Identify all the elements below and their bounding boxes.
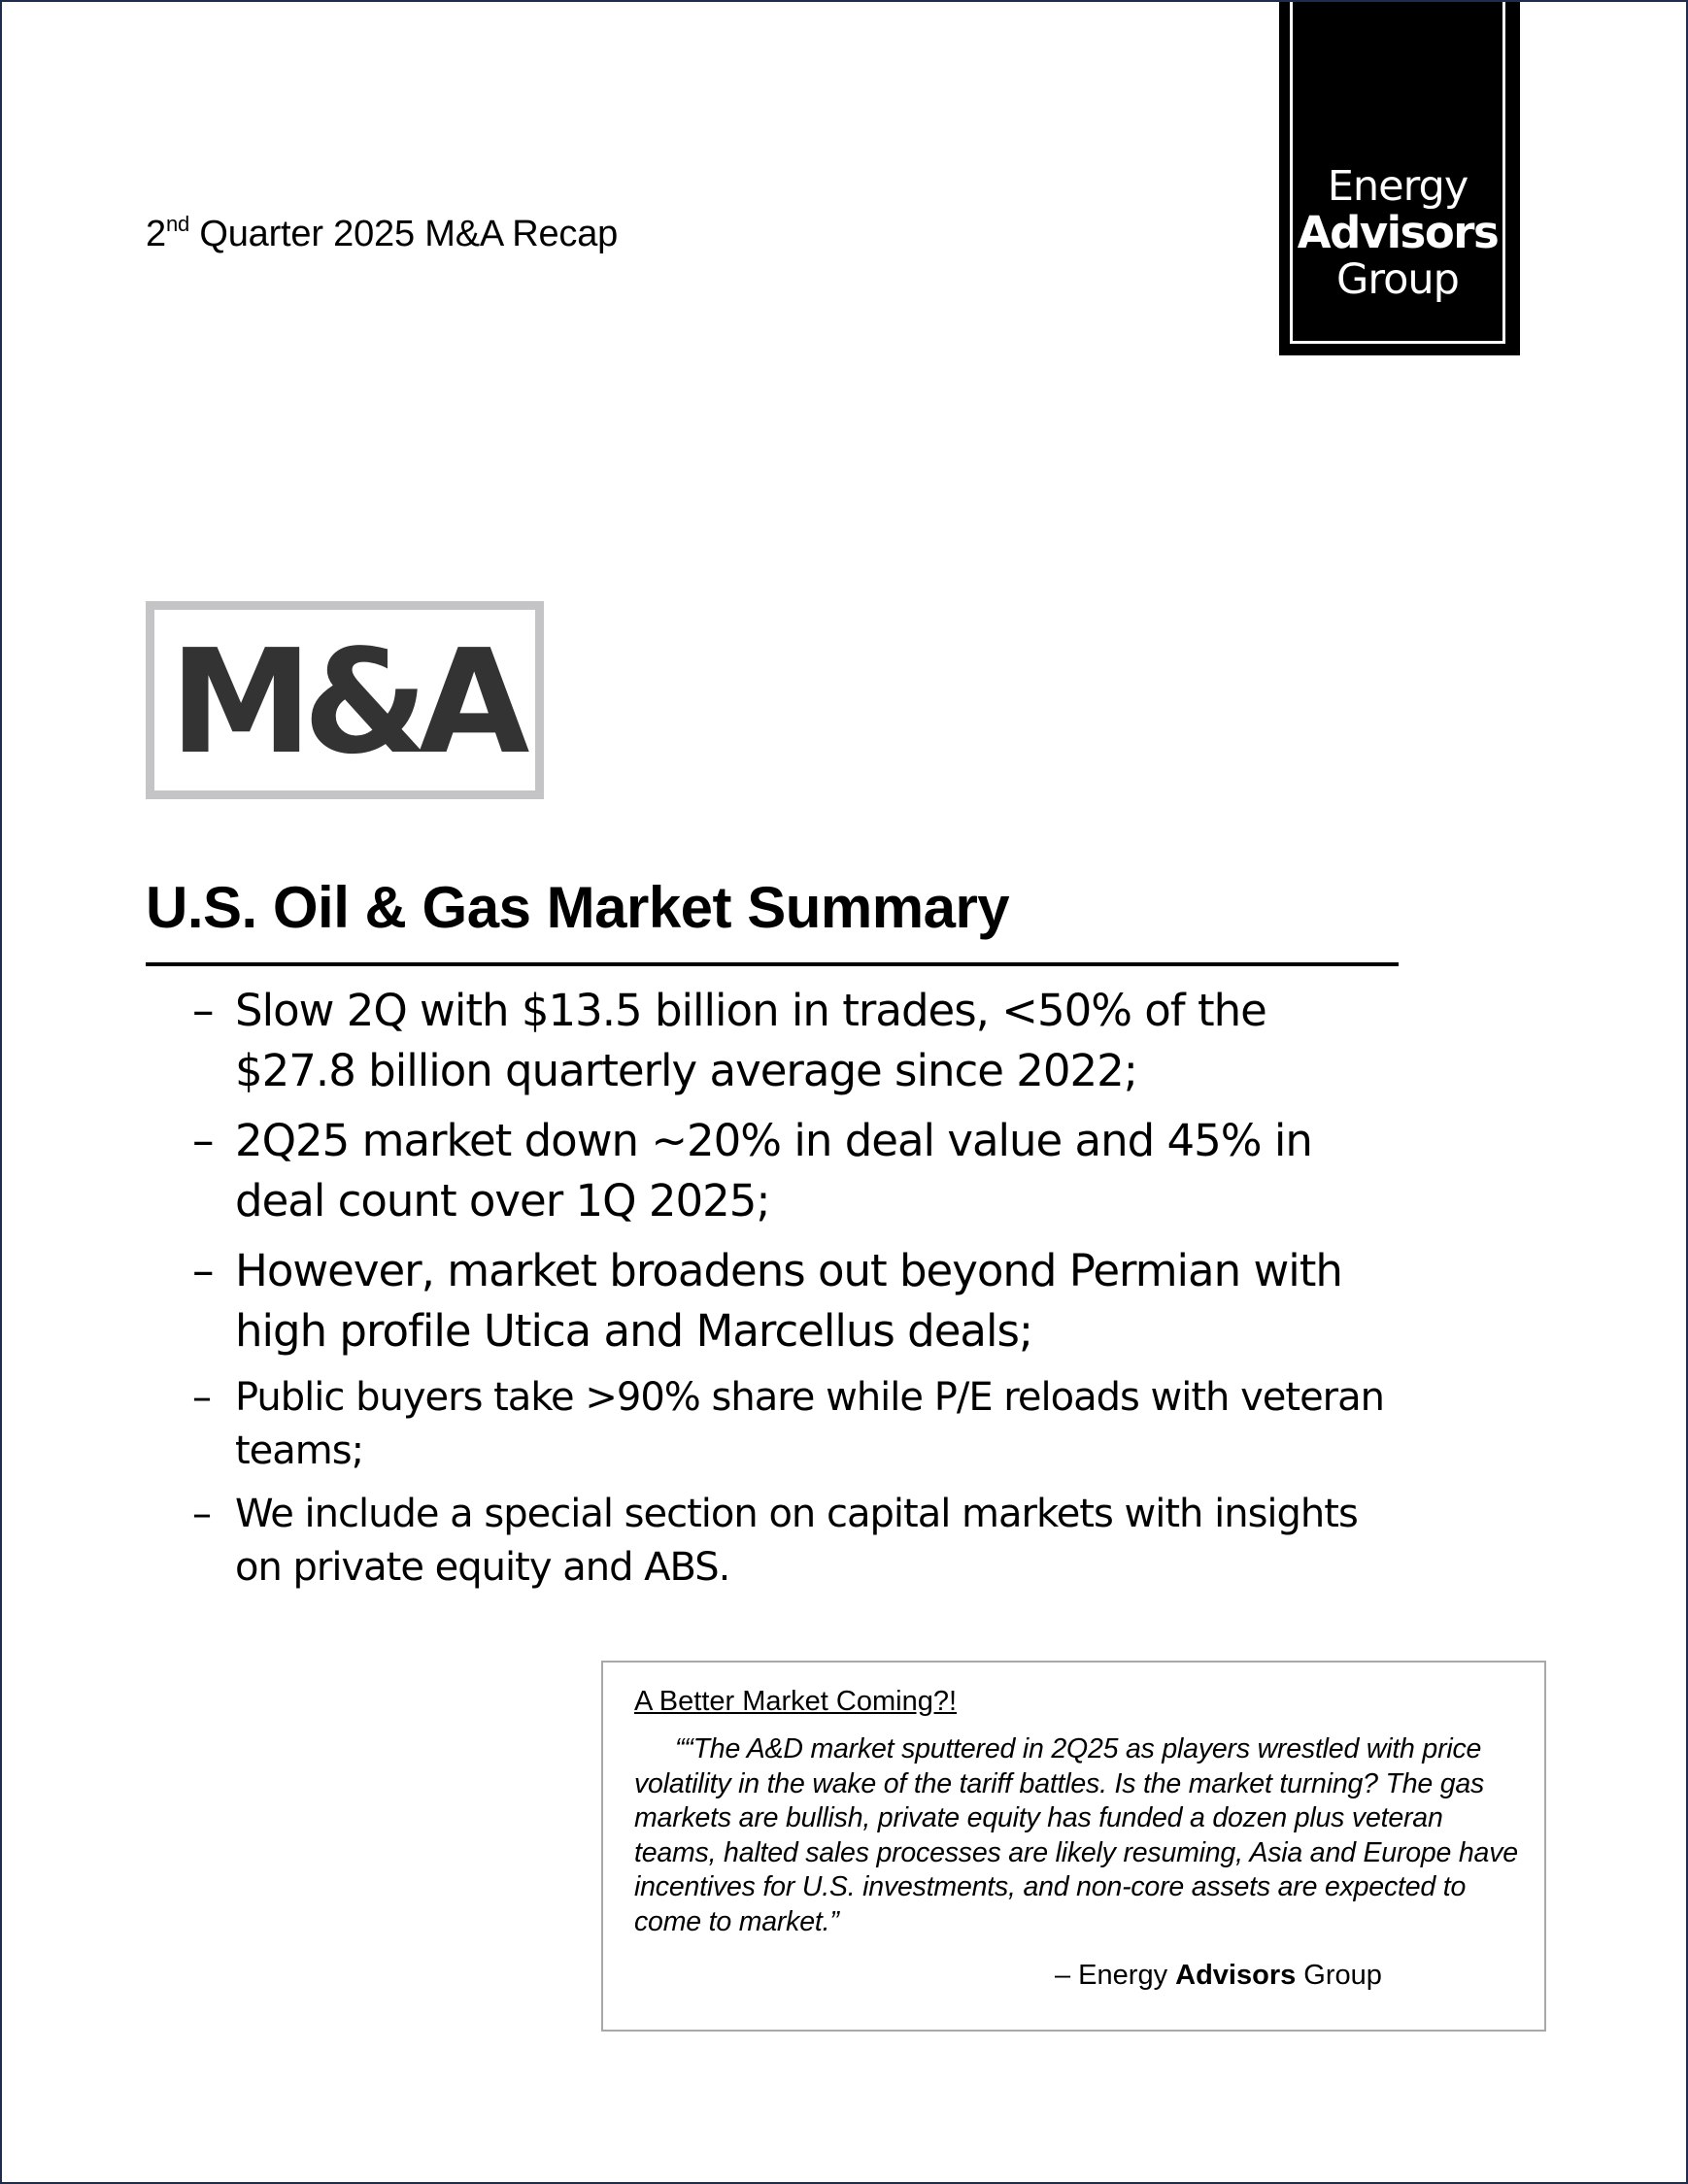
summary-bullet-list [192, 981, 1397, 1604]
ma-badge [146, 601, 544, 799]
quote-attribution [1055, 1960, 1382, 1992]
title-divider [146, 962, 1399, 966]
bullet-dash: – [192, 1375, 211, 1420]
summary-title: U.S. Oil & Gas Market Summary [146, 875, 1010, 940]
bullet-text: We include a special section on capital markets with insights on private equity and ABS. [235, 1492, 1358, 1590]
logo-frame [1290, 2, 1505, 344]
bullet-text: However, market broadens out beyond Permian with high profile Utica and Marcellus deals; [235, 1245, 1342, 1357]
ma-badge-text: M&A [169, 619, 521, 786]
bullet-text: 2Q25 market down ~20% in deal value and 45% in deal count over 1Q 2025; [235, 1115, 1312, 1226]
bullet-item [192, 1371, 1397, 1478]
bullet-text: Public buyers take >90% share while P/E reloads with veteran teams; [235, 1375, 1384, 1473]
quarter-number: 2 [146, 214, 166, 254]
bullet-dash: – [192, 1492, 211, 1536]
bullet-item [192, 1111, 1397, 1231]
quote-heading: A Better Market Coming?! [634, 1686, 958, 1717]
bullet-dash: – [192, 1245, 214, 1296]
attribution-bold: Advisors [1175, 1960, 1297, 1991]
logo-line-advisors: Advisors [1297, 207, 1499, 258]
quote-body: ““The A&D market sputtered in 2Q25 as players wrestled with price volatility in the wake of the tariff battles. Is the market turning? The gas markets are bullish, private equity has funded a dozen plus veteran teams, halted sales processes are likely resuming, Asia and Europe have incentives for U.S. investments, and non-core assets are expected to come to market.” [634, 1733, 1518, 1937]
energy-advisors-group-logo [1279, 2, 1520, 355]
quote-callout [601, 1661, 1546, 2032]
logo-line-energy: Energy [1327, 162, 1469, 211]
bullet-item [192, 1241, 1397, 1361]
bullet-item [192, 1488, 1397, 1595]
ordinal-suffix: nd [165, 212, 190, 236]
bullet-text: Slow 2Q with $13.5 billion in trades, <50% of the $27.8 billion quarterly average since 2022; [235, 985, 1266, 1096]
attribution-prefix: – Energy [1055, 1960, 1176, 1991]
logo-line-group: Group [1336, 255, 1459, 304]
header-title-text: Quarter 2025 M&A Recap [189, 214, 619, 254]
recap-header [146, 212, 618, 255]
bullet-dash: – [192, 1115, 214, 1166]
bullet-dash: – [192, 985, 214, 1036]
bullet-item [192, 981, 1397, 1101]
attribution-suffix: Group [1296, 1960, 1382, 1991]
